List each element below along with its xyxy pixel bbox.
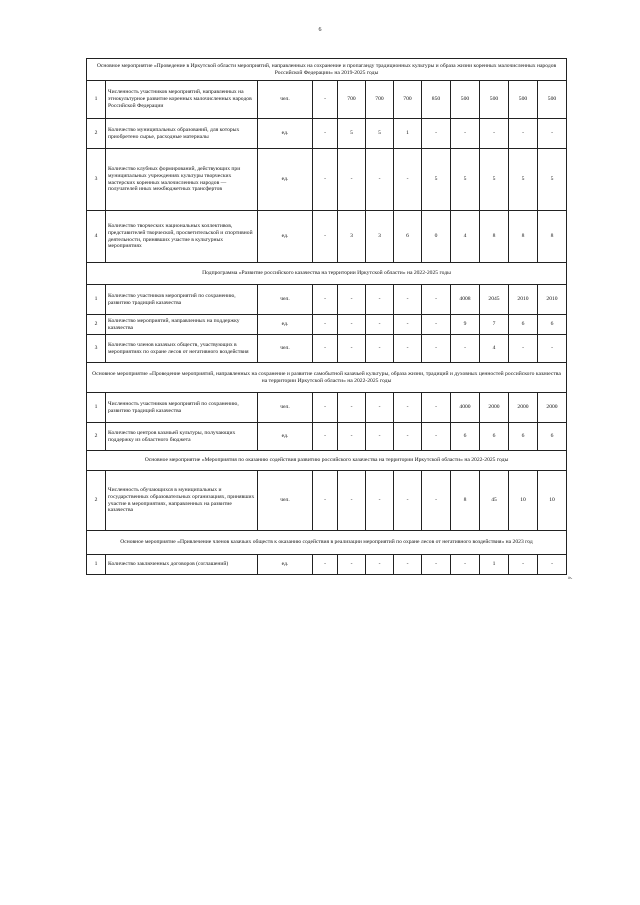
section-header-row — [87, 363, 567, 393]
value-cell: 7 — [480, 315, 509, 335]
value-cell: 700 — [338, 81, 366, 119]
value-cell: - — [313, 81, 338, 119]
value-cell: - — [313, 149, 338, 211]
indicator-name-cell: Количество творческих национальных коллективов, представителей творческой, просветительской и спортивной деятельности, принявших участие в культурных мероприятиях — [106, 211, 258, 263]
value-cell: - — [422, 335, 451, 363]
unit-cell: чел. — [258, 393, 313, 423]
value-cell: - — [338, 285, 366, 315]
row-number-cell: 1 — [87, 285, 106, 315]
value-cell: - — [422, 393, 451, 423]
value-cell: 8 — [480, 211, 509, 263]
value-cell: 700 — [366, 81, 394, 119]
value-cell: - — [338, 315, 366, 335]
value-cell: 850 — [422, 81, 451, 119]
value-cell: - — [394, 423, 422, 451]
table-row — [87, 211, 567, 263]
table-row — [87, 393, 567, 423]
value-cell: 5 — [509, 149, 538, 211]
section-header-row — [87, 531, 567, 555]
value-cell: - — [451, 555, 480, 575]
value-cell: - — [338, 335, 366, 363]
section-header-row — [87, 59, 567, 81]
value-cell: - — [313, 393, 338, 423]
indicator-name-cell: Количество мероприятий, направленных на поддержку казачества — [106, 315, 258, 335]
unit-cell: чел. — [258, 335, 313, 363]
value-cell: 6 — [480, 423, 509, 451]
row-number-cell: 2 — [87, 471, 106, 531]
unit-cell: ед. — [258, 555, 313, 575]
table-row — [87, 119, 567, 149]
table-row — [87, 285, 567, 315]
section-header: Основное мероприятие «Проведение мероприятий, направленных на сохранение и развитие самобытной казачьей культуры, образа жизни, традиций и духовных ценностей российского казачества на территории Иркутской области» на 2022-2025 годы — [87, 363, 567, 393]
section-header-row — [87, 451, 567, 471]
value-cell: - — [366, 471, 394, 531]
value-cell: - — [394, 555, 422, 575]
value-cell: 8 — [509, 211, 538, 263]
value-cell: 1 — [394, 119, 422, 149]
table-row — [87, 335, 567, 363]
table-row — [87, 471, 567, 531]
value-cell: - — [451, 335, 480, 363]
unit-cell: ед. — [258, 119, 313, 149]
value-cell: - — [480, 119, 509, 149]
value-cell: - — [422, 423, 451, 451]
table-row — [87, 81, 567, 119]
value-cell: - — [422, 119, 451, 149]
value-cell: - — [313, 285, 338, 315]
value-cell: - — [338, 149, 366, 211]
value-cell: - — [338, 423, 366, 451]
value-cell: 0 — [422, 211, 451, 263]
row-number-cell: 2 — [87, 423, 106, 451]
value-cell: - — [451, 119, 480, 149]
page-number: 6 — [318, 27, 322, 33]
indicator-name-cell: Численность участников мероприятий по сохранению, развитию традиций казачества — [106, 393, 258, 423]
section-header: Основное мероприятие «Мероприятия по оказанию содействия развитию российского казачества на территории Иркутской области» на 2022-2025 годы — [87, 451, 567, 471]
value-cell: - — [338, 393, 366, 423]
value-cell: 6 — [538, 423, 567, 451]
indicator-name-cell: Количество членов казачьих обществ, участвующих в мероприятиях по охране лесов от негативного воздействия — [106, 335, 258, 363]
value-cell: 2000 — [509, 393, 538, 423]
value-cell: 6 — [509, 315, 538, 335]
value-cell: 6 — [451, 423, 480, 451]
row-number-cell: 2 — [87, 119, 106, 149]
value-cell: 4 — [451, 211, 480, 263]
value-cell: 3 — [338, 211, 366, 263]
value-cell: - — [313, 423, 338, 451]
value-cell: - — [394, 315, 422, 335]
value-cell: - — [394, 285, 422, 315]
value-cell: - — [366, 285, 394, 315]
value-cell: 4000 — [451, 393, 480, 423]
table-row — [87, 149, 567, 211]
row-number-cell: 1 — [87, 555, 106, 575]
indicators-table — [86, 58, 567, 575]
value-cell: 500 — [538, 81, 567, 119]
value-cell: - — [313, 335, 338, 363]
value-cell: 8 — [538, 211, 567, 263]
indicator-name-cell: Количество клубных формирований, действующих при муниципальных учреждениях культуры творческих мастерских коренных малочисленных народов — получателей иных межбюджетных трансфертов — [106, 149, 258, 211]
indicator-name-cell: Количество центров казачьей культуры, получающих поддержку из областного бюджета — [106, 423, 258, 451]
value-cell: - — [313, 211, 338, 263]
closing-mark: ». — [568, 575, 573, 581]
value-cell: - — [509, 335, 538, 363]
value-cell: 10 — [509, 471, 538, 531]
value-cell: 2010 — [538, 285, 567, 315]
value-cell: - — [422, 315, 451, 335]
table-body — [87, 59, 567, 575]
table-row — [87, 555, 567, 575]
section-header-row — [87, 263, 567, 285]
value-cell: 5 — [480, 149, 509, 211]
value-cell: 1 — [480, 555, 509, 575]
value-cell: - — [538, 335, 567, 363]
section-header: Основное мероприятие «Привлечение членов казачьих обществ к оказанию содействия в реализации мероприятий по охране лесов от негативного воздействия» на 2023 год — [87, 531, 567, 555]
unit-cell: чел. — [258, 471, 313, 531]
value-cell: - — [338, 555, 366, 575]
unit-cell: чел. — [258, 285, 313, 315]
value-cell: 5 — [338, 119, 366, 149]
value-cell: - — [366, 393, 394, 423]
row-number-cell: 1 — [87, 81, 106, 119]
value-cell: - — [422, 555, 451, 575]
value-cell: 2000 — [538, 393, 567, 423]
indicator-name-cell: Количество муниципальных образований, для которых приобретено сырье, расходные материалы — [106, 119, 258, 149]
unit-cell: ед. — [258, 211, 313, 263]
value-cell: - — [313, 471, 338, 531]
table-row — [87, 315, 567, 335]
section-header: Подпрограмма «Развитие российского казачества на территории Иркутской области» на 2022-2025 годы — [87, 263, 567, 285]
indicator-name-cell: Численность участников мероприятий, направленных на этнокультурное развитие коренных малочисленных народов Российской Федерации — [106, 81, 258, 119]
value-cell: - — [366, 335, 394, 363]
value-cell: 700 — [394, 81, 422, 119]
row-number-cell: 2 — [87, 315, 106, 335]
indicator-name-cell: Численность обучающихся в муниципальных и государственных образовательных организациях, принявших участие в мероприятиях, направленных на развитие казачества — [106, 471, 258, 531]
value-cell: - — [313, 119, 338, 149]
value-cell: 500 — [480, 81, 509, 119]
value-cell: 4 — [480, 335, 509, 363]
value-cell: - — [394, 149, 422, 211]
value-cell: - — [366, 555, 394, 575]
value-cell: - — [422, 471, 451, 531]
value-cell: 3 — [366, 211, 394, 263]
row-number-cell: 1 — [87, 393, 106, 423]
value-cell: - — [509, 555, 538, 575]
value-cell: - — [313, 555, 338, 575]
unit-cell: ед. — [258, 423, 313, 451]
value-cell: 10 — [538, 471, 567, 531]
value-cell: - — [422, 285, 451, 315]
value-cell: 4008 — [451, 285, 480, 315]
row-number-cell: 3 — [87, 149, 106, 211]
value-cell: 2000 — [480, 393, 509, 423]
value-cell: - — [538, 119, 567, 149]
value-cell: 5 — [451, 149, 480, 211]
unit-cell: чел. — [258, 81, 313, 119]
value-cell: 9 — [451, 315, 480, 335]
value-cell: - — [394, 335, 422, 363]
value-cell: - — [394, 471, 422, 531]
section-header: Основное мероприятие «Проведение в Иркутской области мероприятий, направленных на сохранение и пропаганду традиционных культуры и образа жизни коренных малочисленных народов Российской Федерации» на 2019-2025 годы — [87, 59, 567, 81]
value-cell: - — [538, 555, 567, 575]
value-cell: 45 — [480, 471, 509, 531]
value-cell: 500 — [509, 81, 538, 119]
value-cell: 5 — [366, 119, 394, 149]
table-row — [87, 423, 567, 451]
unit-cell: ед. — [258, 149, 313, 211]
value-cell: 2045 — [480, 285, 509, 315]
value-cell: 2010 — [509, 285, 538, 315]
value-cell: 6 — [538, 315, 567, 335]
value-cell: 500 — [451, 81, 480, 119]
value-cell: - — [394, 393, 422, 423]
value-cell: - — [366, 423, 394, 451]
value-cell: - — [509, 119, 538, 149]
value-cell: 8 — [451, 471, 480, 531]
value-cell: - — [366, 149, 394, 211]
indicator-name-cell: Количество участников мероприятий по сохранению, развитию традиций казачества — [106, 285, 258, 315]
value-cell: - — [366, 315, 394, 335]
value-cell: 5 — [538, 149, 567, 211]
value-cell: 6 — [509, 423, 538, 451]
unit-cell: ед. — [258, 315, 313, 335]
row-number-cell: 3 — [87, 335, 106, 363]
indicator-name-cell: Количество заключенных договоров (соглашений) — [106, 555, 258, 575]
value-cell: 6 — [394, 211, 422, 263]
value-cell: - — [338, 471, 366, 531]
row-number-cell: 4 — [87, 211, 106, 263]
value-cell: 5 — [422, 149, 451, 211]
value-cell: - — [313, 315, 338, 335]
